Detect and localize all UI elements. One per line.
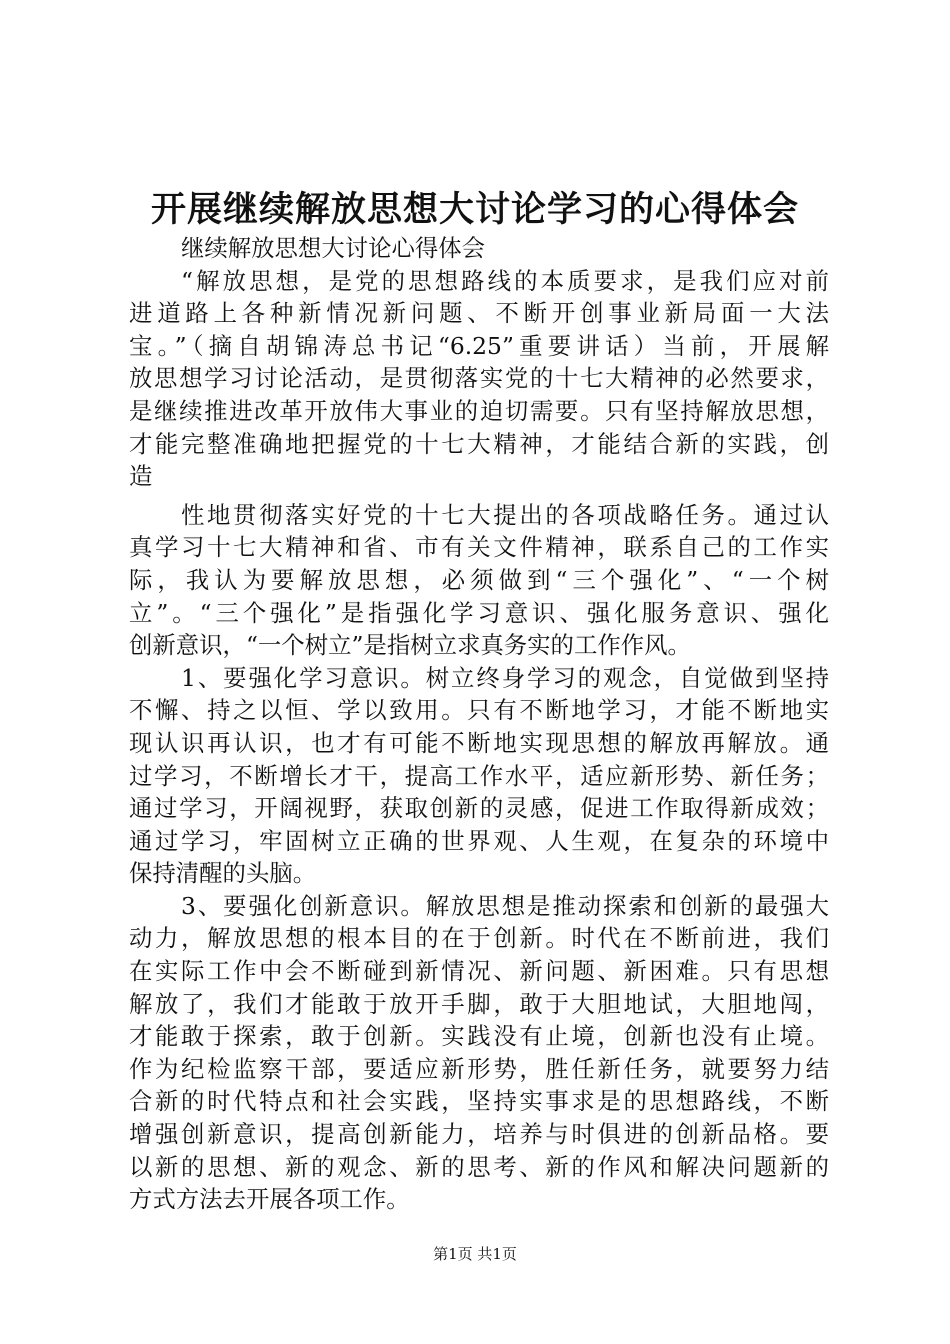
paragraph-line: 方式方法去开展各项工作。	[129, 1185, 410, 1214]
paragraph-line: 宝。”（摘自胡锦涛总书记“6.25”重要讲话）当前，开展解	[129, 331, 829, 360]
paragraph-line: 在实际工作中会不断碰到新情况、新问题、新困难。只有思想	[129, 957, 829, 986]
page-footer: 第1页 共1页	[433, 1245, 517, 1263]
paragraph-line: 动力，解放思想的根本目的在于创新。时代在不断前进，我们	[129, 924, 829, 953]
document-title: 开展继续解放思想大讨论学习的心得体会	[150, 190, 799, 230]
paragraph-line: 创新意识，“一个树立”是指树立求真务实的工作作风。	[129, 631, 691, 660]
paragraph-line: 增强创新意识，提高创新能力，培养与时俱进的创新品格。要	[129, 1120, 829, 1149]
document-body	[129, 232, 829, 1216]
subtitle-line: 继续解放思想大讨论心得体会	[181, 234, 486, 262]
paragraph-line: “解放思想，是党的思想路线的本质要求，是我们应对前	[181, 266, 829, 295]
paragraph-line: 以新的思想、新的观念、新的思考、新的作风和解决问题新的	[129, 1152, 829, 1181]
paragraph-line: 才能敢于探索，敢于创新。实践没有止境，创新也没有止境。	[129, 1022, 829, 1051]
paragraph-line: 才能完整准确地把握党的十七大精神，才能结合新的实践，创	[129, 429, 829, 458]
paragraph-line: 造	[129, 462, 153, 491]
paragraph-line: 性地贯彻落实好党的十七大提出的各项战略任务。通过认	[181, 500, 829, 529]
paragraph-line: 真学习十七大精神和省、市有关文件精神，联系自己的工作实	[129, 533, 829, 562]
paragraph-line: 际，我认为要解放思想，必须做到“三个强化”、“一个树	[129, 565, 829, 594]
paragraph-line: 现认识再认识，也才有可能不断地实现思想的解放再解放。通	[129, 728, 829, 757]
paragraph-line: 通过学习，牢固树立正确的世界观、人生观，在复杂的环境中	[129, 826, 829, 855]
paragraph-line: 3、要强化创新意识。解放思想是推动探索和创新的最强大	[181, 891, 829, 920]
paragraph-line: 立”。“三个强化”是指强化学习意识、强化服务意识、强化	[129, 598, 829, 627]
paragraph-line: 保持清醒的头脑。	[129, 859, 317, 888]
paragraph-line: 1、要强化学习意识。树立终身学习的观念，自觉做到坚持	[181, 663, 829, 692]
paragraph-line: 放思想学习讨论活动，是贯彻落实党的十七大精神的必然要求，	[129, 364, 829, 393]
paragraph-line: 作为纪检监察干部，要适应新形势，胜任新任务，就要努力结	[129, 1054, 829, 1083]
paragraph-line: 是继续推进改革开放伟大事业的迫切需要。只有坚持解放思想，	[129, 396, 829, 425]
paragraph-line: 过学习，不断增长才干，提高工作水平，适应新形势、新任务；	[129, 761, 829, 790]
paragraph-line: 解放了，我们才能敢于放开手脚，敢于大胆地试，大胆地闯，	[129, 989, 829, 1018]
paragraph-line: 合新的时代特点和社会实践，坚持实事求是的思想路线，不断	[129, 1087, 829, 1116]
paragraph-line: 进道路上各种新情况新问题、不断开创事业新局面一大法	[129, 299, 829, 328]
paragraph-line: 不懈、持之以恒、学以致用。只有不断地学习，才能不断地实	[129, 696, 829, 725]
paragraph-line: 通过学习，开阔视野，获取创新的灵感，促进工作取得新成效；	[129, 794, 829, 823]
